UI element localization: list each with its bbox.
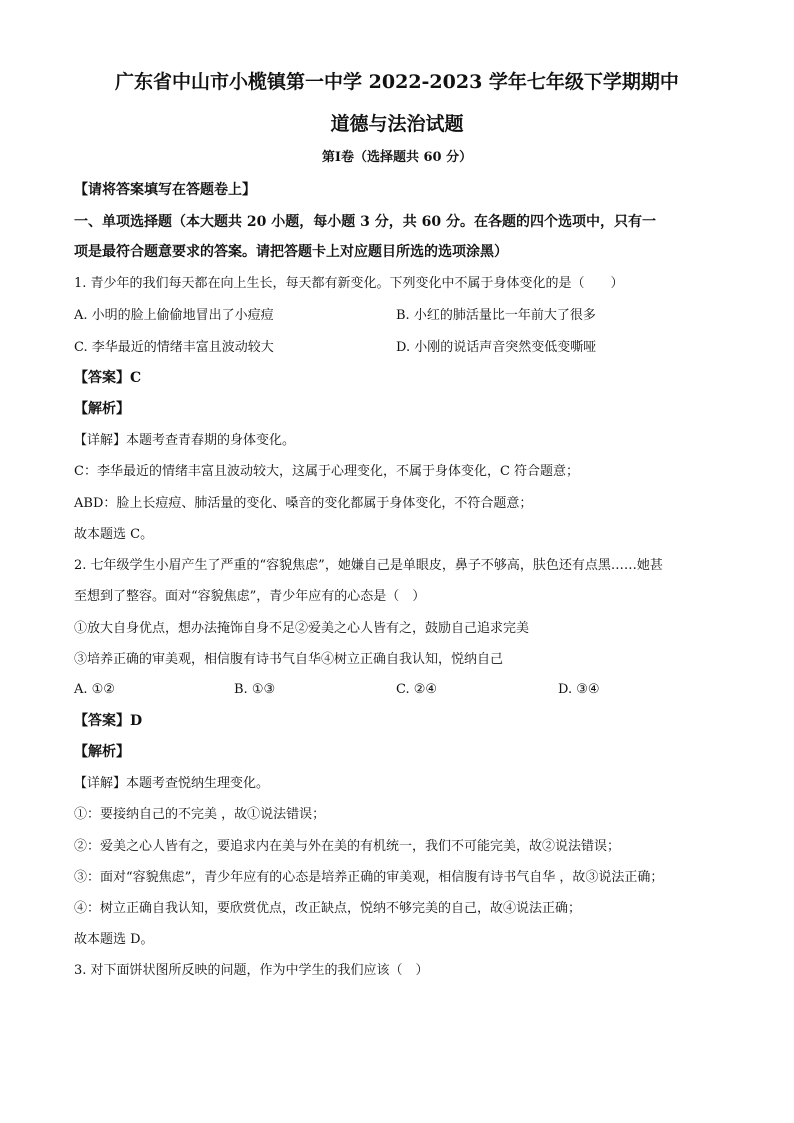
q2-detail: 【详解】本题考查悦纳生理变化。	[74, 776, 270, 791]
q2-choice-line1: ①放大自身优点，想办法掩饰自身不足②爱美之心人皆有之，鼓励自己追求完美	[74, 621, 530, 636]
q2-option-d: D. ③④	[558, 682, 600, 697]
q1-option-a: A. 小明的脸上偷偷地冒出了小痘痘	[74, 308, 274, 323]
q2-expl-line: 故本题选 D。	[74, 932, 154, 947]
q2-stem-line1: 2. 七年级学生小眉产生了严重的“容貌焦虑”，她嫌自己是单眼皮，鼻子不够高，肤色还有点黑……她甚	[74, 558, 663, 573]
section-subtitle: 第Ⅰ卷（选择题共 60 分）	[321, 150, 473, 165]
page-title-line2: 道德与法治试题	[330, 113, 464, 135]
q1-stem: 1. 青少年的我们每天都在向上生长，每天都有新变化。下列变化中不属于身体变化的是（ ）	[74, 276, 624, 291]
q2-choice-line2: ③培养正确的审美观，相信腹有诗书气自华④树立正确自我认知，悦纳自己	[74, 652, 504, 667]
q2-option-c: C. ②④	[396, 682, 438, 697]
q2-expl-line: ③：面对“容貌焦虑”，青少年应有的心态是培养正确的审美观，相信腹有诗书气自华 ，故③说法正确；	[74, 870, 664, 885]
q2-answer: 【答案】D	[74, 713, 143, 729]
fill-note: 【请将答案填写在答题卷上】	[74, 182, 256, 198]
q1-option-b: B. 小红的肺活量比一年前大了很多	[396, 308, 596, 323]
q2-analysis-label: 【解析】	[74, 744, 130, 760]
q1-expl-line: C：李华最近的情绪丰富且波动较大，这属于心理变化，不属于身体变化，C 符合题意；	[74, 464, 580, 479]
page-title: 广东省中山市小榄镇第一中学 2022-2023 学年七年级下学期期中	[115, 71, 679, 93]
q1-option-c: C. 李华最近的情绪丰富且波动较大	[74, 340, 274, 355]
q1-expl-line: 故本题选 C。	[74, 527, 154, 542]
q2-option-a: A. ①②	[74, 682, 115, 697]
q1-analysis-label: 【解析】	[74, 401, 130, 417]
q1-option-d: D. 小刚的说话声音突然变低变嘶哑	[396, 340, 597, 355]
q2-stem-line2: 至想到了整容。面对“容貌焦虑”，青少年应有的心态是（ ）	[74, 589, 426, 604]
q1-expl-line: ABD：脸上长痘痘、肺活量的变化、嗓音的变化都属于身体变化，不符合题意；	[74, 496, 533, 511]
q1-answer: 【答案】C	[74, 370, 142, 386]
q2-expl-line: ①：要接纳自己的不完美 ，故①说法错误；	[74, 807, 326, 822]
q2-expl-line: ④：树立正确自我认知，要欣赏优点，改正缺点，悦纳不够完美的自己，故④说法正确；	[74, 901, 582, 916]
section-instruction-line1: 一、单项选择题（本大题共 20 小题，每小题 3 分，共 60 分。在各题的四个选项中，只有一	[74, 214, 656, 230]
q2-option-b: B. ①③	[234, 682, 276, 697]
q1-detail: 【详解】本题考查青春期的身体变化。	[74, 433, 296, 448]
q3-stem: 3. 对下面饼状图所反映的问题，作为中学生的我们应该（ ）	[74, 963, 429, 978]
q2-expl-line: ②：爱美之心人皆有之，要追求内在美与外在美的有机统一，我们不可能完美，故②说法错误；	[74, 839, 621, 854]
section-instruction-line2: 项是最符合题意要求的答案。请把答题卡上对应题目所选的选项涂黑）	[74, 244, 508, 260]
